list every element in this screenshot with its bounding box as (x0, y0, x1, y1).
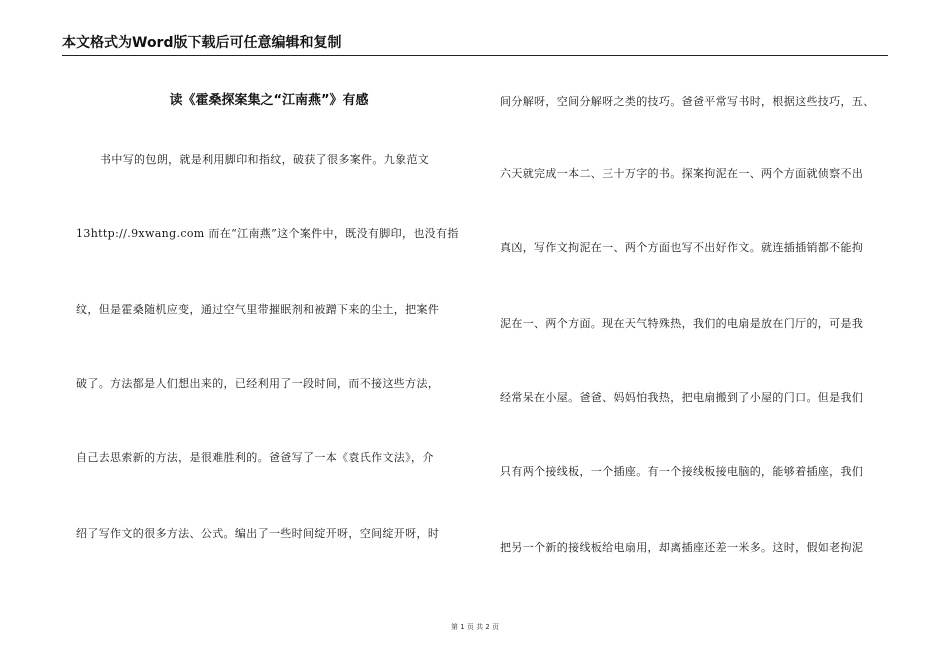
document-title: 读《霍桑探案集之“江南燕”》有感 (169, 93, 369, 108)
body-line: 真凶，写作文拘泥在一、两个方面也写不出好作文。就连插插销都不能拘 (500, 241, 864, 254)
body-line: 绍了写作文的很多方法、公式。编出了一些时间绽开呀，空间绽开呀，时 (76, 527, 440, 540)
body-line: 13http://.9xwang.com 而在“江南燕”这个案件中，既没有脚印，也没有指 (76, 227, 459, 240)
body-line: 破了。方法都是人们想出来的，已经利用了一段时间，而不接这些方法， (76, 377, 440, 390)
body-line: 间分解呀，空间分解呀之类的技巧。爸爸平常写书时，根据这些技巧，五、 (500, 95, 875, 108)
body-line: 六天就完成一本二、三十万字的书。探案拘泥在一、两个方面就侦察不出 (500, 167, 864, 180)
body-line: 经常呆在小屋。爸爸、妈妈怕我热，把电扇搬到了小屋的门口。但是我们 (500, 391, 864, 404)
body-line: 只有两个接线板，一个插座。有一个接线板接电脑的，能够着插座，我们 (500, 465, 864, 478)
page-indicator: 第 1 页 共 2 页 (450, 623, 500, 631)
body-line: 自己去思索新的方法，是很难胜利的。爸爸写了一本《袁氏作文法》，介 (76, 451, 434, 464)
body-line: 书中写的包朗，就是利用脚印和指纹，破获了很多案件。九象范文 (100, 153, 430, 166)
body-line: 把另一个新的接线板给电扇用，却离插座还差一米多。这时，假如老拘泥 (500, 541, 864, 554)
header-notice: 本文格式为Word版下载后可任意编辑和复制 (62, 35, 342, 51)
body-line: 纹，但是霍桑随机应变，通过空气里带摧眠剂和被蹭下来的尘土，把案件 (76, 303, 440, 316)
page-header (62, 33, 888, 56)
body-line: 泥在一、两个方面。现在天气特殊热，我们的电扇是放在门厅的，可是我 (500, 317, 864, 330)
